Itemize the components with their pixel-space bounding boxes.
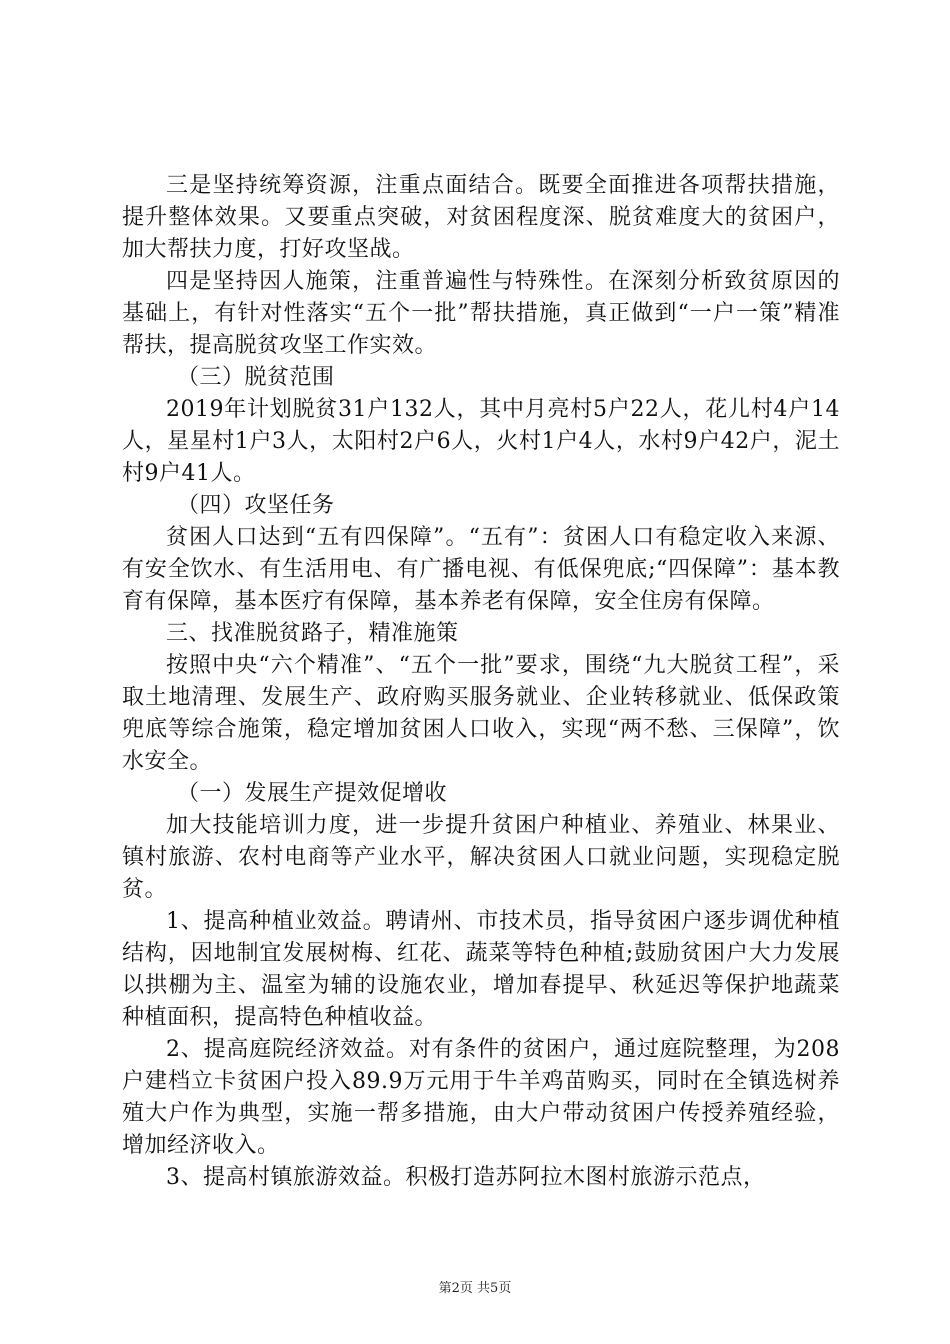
paragraph-1: 三是坚持统筹资源，注重点面结合。既要全面推进各项帮扶措施，提升整体效果。又要重点突破，对贫困程度深、脱贫难度大的贫困户，加大帮扶力度，打好攻坚战。 (122, 173, 840, 262)
section-heading-tasks: （四）攻坚任务 (177, 493, 335, 518)
paragraph-item-2: 2、提高庭院经济效益。对有条件的贫困户，通过庭院整理，为208户建档立卡贫困户投入89.9万元用于牛羊鸡苗购买，同时在全镇选树养殖大户作为典型，实施一帮多措施，由大户带动贫困户传授养殖经验，增加经济收入。 (122, 1037, 840, 1158)
section-heading-production: （一）发展生产提效促增收 (177, 781, 448, 806)
document-body (122, 170, 840, 1194)
paragraph-training: 加大技能培训力度，进一步提升贫困户种植业、养殖业、林果业、镇村旅游、农村电商等产业水平，解决贫困人口就业问题，实现稳定脱贫。 (122, 813, 840, 902)
paragraph-scope: 2019年计划脱贫31户132人，其中月亮村5户22人，花儿村4户14人，星星村1户3人，太阳村2户6人，火村1户4人，水村9户42户，泥土村9户41人。 (122, 397, 840, 486)
page-number-footer: 第2页 共5页 (438, 1281, 512, 1296)
paragraph-tasks: 贫困人口达到“五有四保障”。“五有”：贫困人口有稳定收入来源、有安全饮水、有生活用电、有广播电视、有低保兜底;“四保障”：基本教育有保障，基本医疗有保障，基本养老有保障，安全住房有保障。 (122, 525, 840, 614)
paragraph-approach: 按照中央“六个精准”、“五个一批”要求，围绕“九大脱贫工程”，采取土地清理、发展生产、政府购买服务就业、企业转移就业、低保政策兜底等综合施策，稳定增加贫困人口收入，实现“两不愁、三保障”，饮水安全。 (122, 653, 841, 774)
chapter-heading-3: 三、找准脱贫路子，精准施策 (166, 621, 459, 646)
paragraph-item-1: 1、提高种植业效益。聘请州、市技术员，指导贫困户逐步调优种植结构，因地制宜发展树梅、红花、蔬菜等特色种植;鼓励贫困户大力发展以拱棚为主、温室为辅的设施农业，增加春提早、秋延迟等保护地蔬菜种植面积，提高特色种植收益。 (122, 909, 840, 1030)
paragraph-item-3: 3、提高村镇旅游效益。积极打造苏阿拉木图村旅游示范点， (166, 1165, 766, 1190)
paragraph-2: 四是坚持因人施策，注重普遍性与特殊性。在深刻分析致贫原因的基础上，有针对性落实“五个一批”帮扶措施，真正做到“一户一策”精准帮扶，提高脱贫攻坚工作实效。 (122, 269, 840, 358)
section-heading-scope: （三）脱贫范围 (177, 365, 335, 390)
